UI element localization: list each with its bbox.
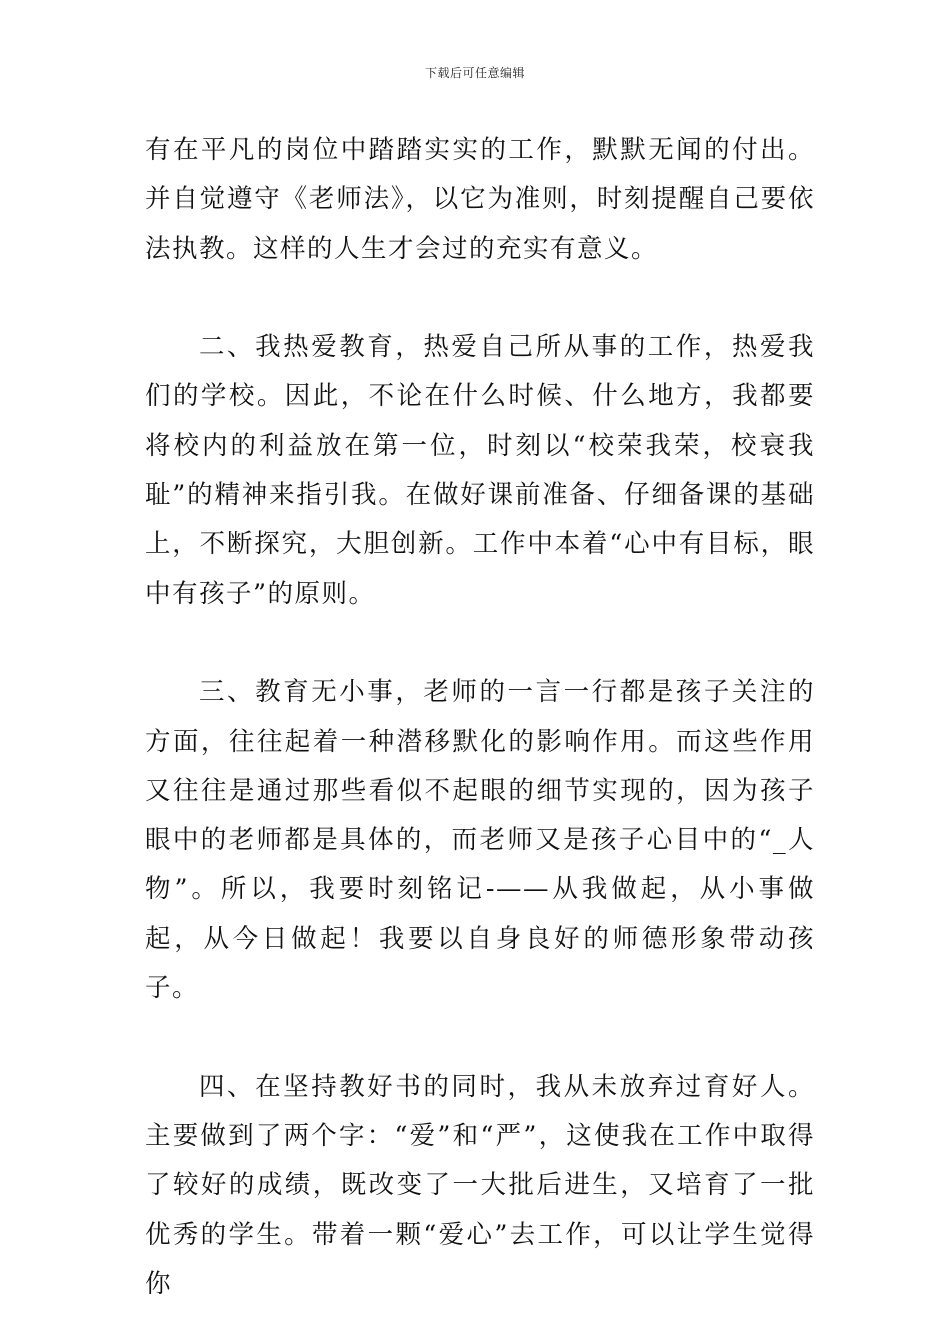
paragraph-section-4: 四、在坚持教好书的同时，我从未放弃过育好人。主要做到了两个字：“爱”和“严”，这使我在工作中取得了较好的成绩，既改变了一大批后进生，又培育了一批优秀的学生。带着一颗“爱心”去工作，可以让学生觉得你 [145,1071,815,1299]
paragraph-continuation: 有在平凡的岗位中踏踏实实的工作，默默无闻的付出。并自觉遵守《老师法》，以它为准则，时刻提醒自己要依法执教。这样的人生才会过的充实有意义。 [145,135,815,264]
paragraph-spacer [145,619,815,668]
document-body [145,126,815,1309]
paragraph-section-2: 二、我热爱教育，热爱自己所从事的工作，热爱我们的学校。因此，不论在什么时候、什么地方，我都要将校内的利益放在第一位，时刻以“校荣我荣，校衰我耻”的精神来指引我。在做好课前准备、仔细备课的基础上，不断探究，大胆创新。工作中本着“心中有目标，眼中有孩子”的原则。 [145,332,815,609]
paragraph-spacer [145,1013,815,1062]
paragraph-section-3: 三、教育无小事，老师的一言一行都是孩子关注的方面，往往起着一种潜移默化的影响作用。而这些作用又往往是通过那些看似不起眼的细节实现的，因为孩子眼中的老师都是具体的，而老师又是孩子心目中的“_人物”。所以，我要时刻铭记-——从我做起，从小事做起，从今日做起！我要以自身良好的师德形象带动孩子。 [145,677,815,1004]
page-header: 下载后可任意编辑 [424,66,525,80]
paragraph-spacer [145,274,815,323]
